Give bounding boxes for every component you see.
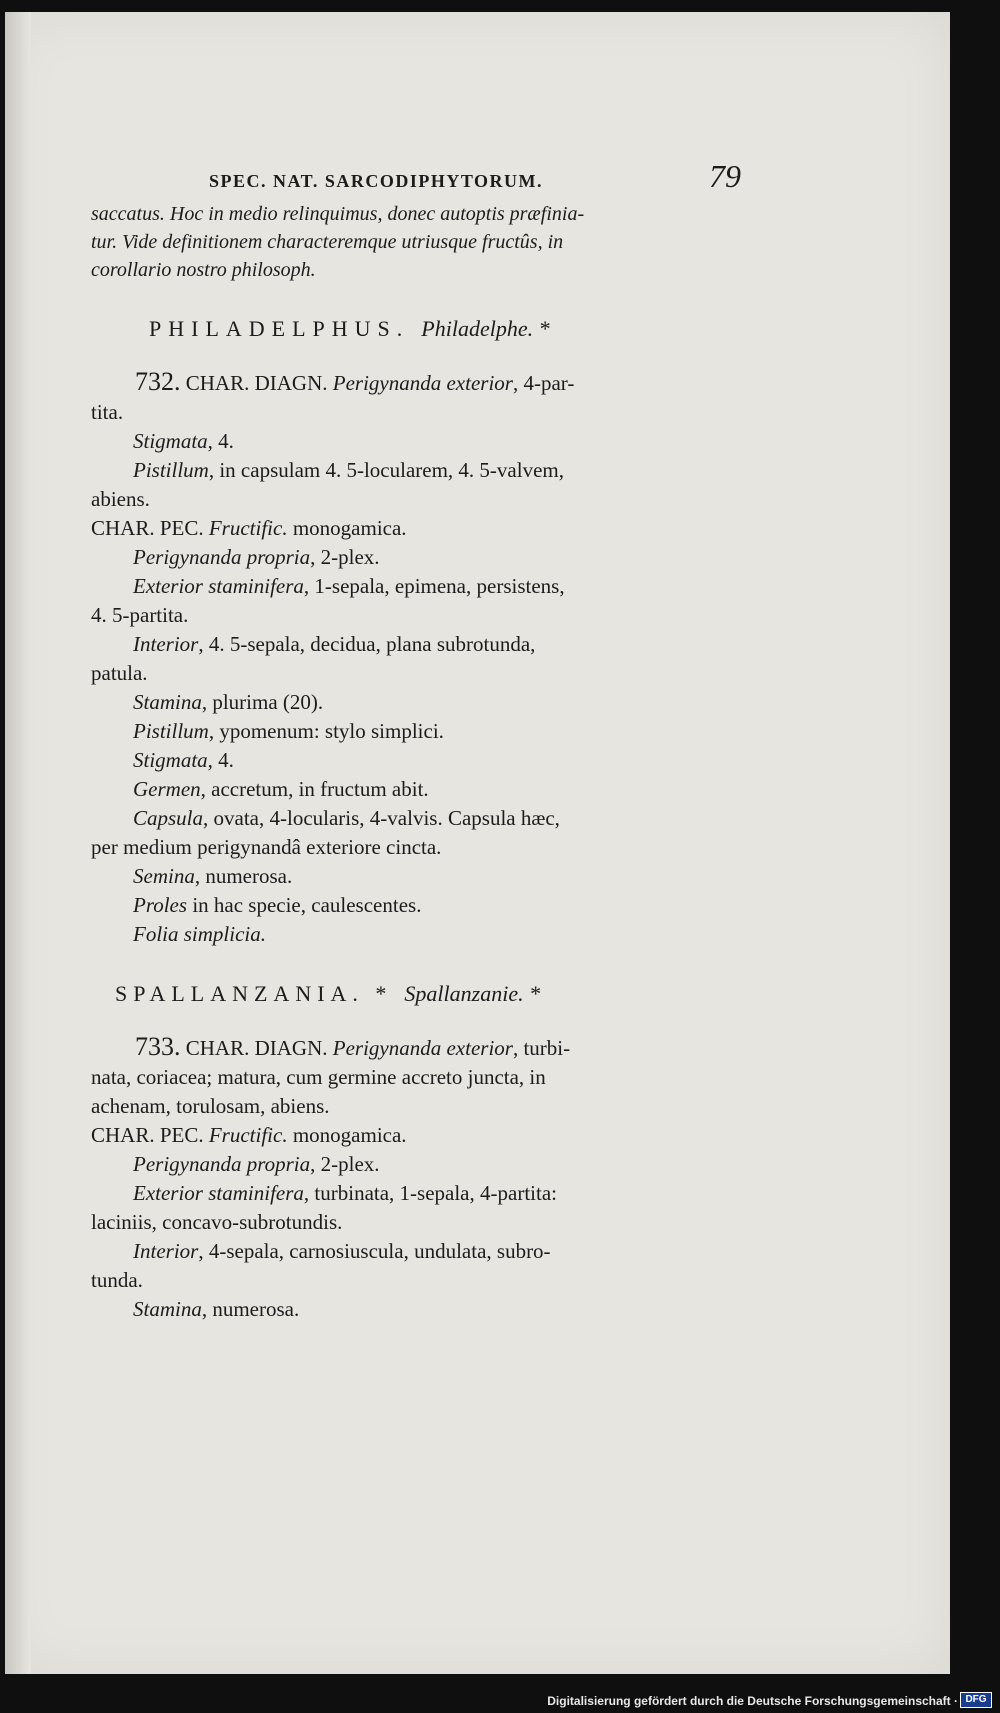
text-line — [91, 717, 741, 746]
text-line — [91, 775, 741, 804]
line-text: , accretum, in fructum abit. — [200, 777, 429, 801]
text-line — [91, 1266, 741, 1295]
intro-line: tur. Vide definitionem characteremque utriusque fructûs, in — [91, 231, 564, 253]
text-line — [91, 514, 741, 543]
text-line — [91, 1208, 741, 1237]
line-text: , 2-plex. — [310, 545, 380, 569]
text-line — [91, 398, 741, 427]
term: Perigynanda exterior — [332, 1036, 513, 1060]
text-line — [91, 659, 741, 688]
line-text: , in capsulam 4. 5-locularem, 4. 5-valvem, — [208, 458, 564, 482]
intro-line: saccatus. Hoc in medio relinquimus, donec autoptis præfinia- — [91, 203, 585, 225]
book-page — [5, 12, 950, 1674]
line-text: tunda. — [91, 1268, 143, 1292]
page-number: 79 — [709, 158, 741, 194]
term: Interior — [133, 632, 199, 656]
footer-credit: Digitalisierung gefördert durch die Deutsche Forschungsgemeinschaft · — [547, 1694, 958, 1708]
line-text: , 4-par- — [512, 371, 575, 395]
line-text: , turbinata, 1-sepala, 4-partita: — [303, 1181, 557, 1205]
genus-heading-spallanzania — [91, 979, 741, 1008]
term: Perigynanda propria — [133, 545, 311, 569]
term: Proles — [133, 893, 188, 917]
paragraph-number: 733. — [135, 1032, 181, 1061]
line-text: , numerosa. — [201, 1297, 300, 1321]
text-line — [91, 485, 741, 514]
char-label: CHAR. DIAGN. — [185, 1036, 328, 1060]
text-line — [91, 572, 741, 601]
text-line — [91, 833, 741, 862]
term: Pistillum — [133, 458, 209, 482]
term: Germen — [133, 777, 201, 801]
char-label: CHAR. PEC. — [91, 516, 204, 540]
char-label: CHAR. PEC. — [91, 1123, 204, 1147]
line-text: monogamica. — [287, 516, 407, 540]
text-line — [91, 630, 741, 659]
line-text: patula. — [91, 661, 148, 685]
genus-description-philadelphus — [91, 367, 741, 949]
line-text: , plurima (20). — [201, 690, 324, 714]
line-text: monogamica. — [287, 1123, 407, 1147]
line-text: achenam, torulosam, abiens. — [91, 1094, 330, 1118]
line-text: , numerosa. — [194, 864, 293, 888]
text-line — [91, 804, 741, 833]
text-line — [91, 601, 741, 630]
text-line — [91, 1121, 741, 1150]
char-label: CHAR. DIAGN. — [185, 371, 328, 395]
page-spine-shadow — [5, 12, 31, 1674]
text-line — [91, 862, 741, 891]
genus-heading-philadelphus — [91, 314, 741, 343]
text-line — [91, 1237, 741, 1266]
line-text: , turbi- — [512, 1036, 571, 1060]
text-line — [91, 427, 741, 456]
text-line — [91, 1150, 741, 1179]
dfg-logo-icon: DFG — [960, 1692, 992, 1708]
line-text: , ovata, 4-locularis, 4-valvis. Capsula hæc, — [203, 806, 560, 830]
line-text: laciniis, concavo-subrotundis. — [91, 1210, 343, 1234]
genus-description-spallanzania — [91, 1032, 741, 1324]
running-title: SPEC. NAT. SARCODIPHYTORUM. — [209, 171, 544, 191]
text-line — [91, 456, 741, 485]
text-line — [91, 1032, 741, 1063]
genus-name: PHILADELPHUS. — [149, 316, 410, 341]
term: Semina — [133, 864, 195, 888]
term: Folia simplicia. — [133, 922, 266, 946]
term: Interior — [133, 1239, 199, 1263]
line-text: , 4. — [207, 429, 234, 453]
text-line — [91, 1063, 741, 1092]
text-line — [91, 367, 741, 398]
genus-vernacular: Philadelphe. * — [421, 316, 550, 341]
term: Capsula — [133, 806, 204, 830]
line-text: nata, coriacea; matura, cum germine accreto juncta, in — [91, 1065, 546, 1089]
genus-name: SPALLANZANIA. * — [115, 981, 393, 1006]
line-text: per medium perigynandâ exteriore cincta. — [91, 835, 442, 859]
page-text-block — [91, 158, 741, 1324]
text-line — [91, 543, 741, 572]
text-line — [91, 1092, 741, 1121]
genus-vernacular: Spallanzanie. * — [404, 981, 541, 1006]
line-text: , 4. 5-sepala, decidua, plana subrotunda, — [198, 632, 536, 656]
term: Pistillum — [133, 719, 209, 743]
line-text: , 2-plex. — [310, 1152, 380, 1176]
term: Stamina — [133, 690, 202, 714]
text-line — [91, 891, 741, 920]
line-text: , 1-sepala, epimena, persistens, — [303, 574, 565, 598]
line-text: in hac specie, caulescentes. — [187, 893, 422, 917]
text-line — [91, 746, 741, 775]
line-text: tita. — [91, 400, 124, 424]
paragraph-number: 732. — [135, 367, 181, 396]
term: Exterior staminifera — [133, 1181, 304, 1205]
term: Stigmata — [133, 748, 208, 772]
line-text: abiens. — [91, 487, 150, 511]
text-line — [91, 1179, 741, 1208]
term: Stamina — [133, 1297, 202, 1321]
footer-bar — [0, 1686, 1000, 1713]
intro-line: corollario nostro philosoph. — [91, 259, 316, 281]
term: Fructific. — [208, 1123, 288, 1147]
text-line — [91, 1295, 741, 1324]
text-line — [91, 688, 741, 717]
term: Stigmata — [133, 429, 208, 453]
term: Perigynanda propria — [133, 1152, 311, 1176]
line-text: , 4. — [207, 748, 234, 772]
term: Fructific. — [208, 516, 288, 540]
text-line — [91, 920, 741, 949]
line-text: , ypomenum: stylo simplici. — [208, 719, 444, 743]
term: Exterior staminifera — [133, 574, 304, 598]
line-text: , 4-sepala, carnosiuscula, undulata, subro- — [198, 1239, 551, 1263]
intro-paragraph — [91, 200, 741, 284]
running-head — [91, 158, 741, 196]
term: Perigynanda exterior — [332, 371, 513, 395]
line-text: 4. 5-partita. — [91, 603, 189, 627]
